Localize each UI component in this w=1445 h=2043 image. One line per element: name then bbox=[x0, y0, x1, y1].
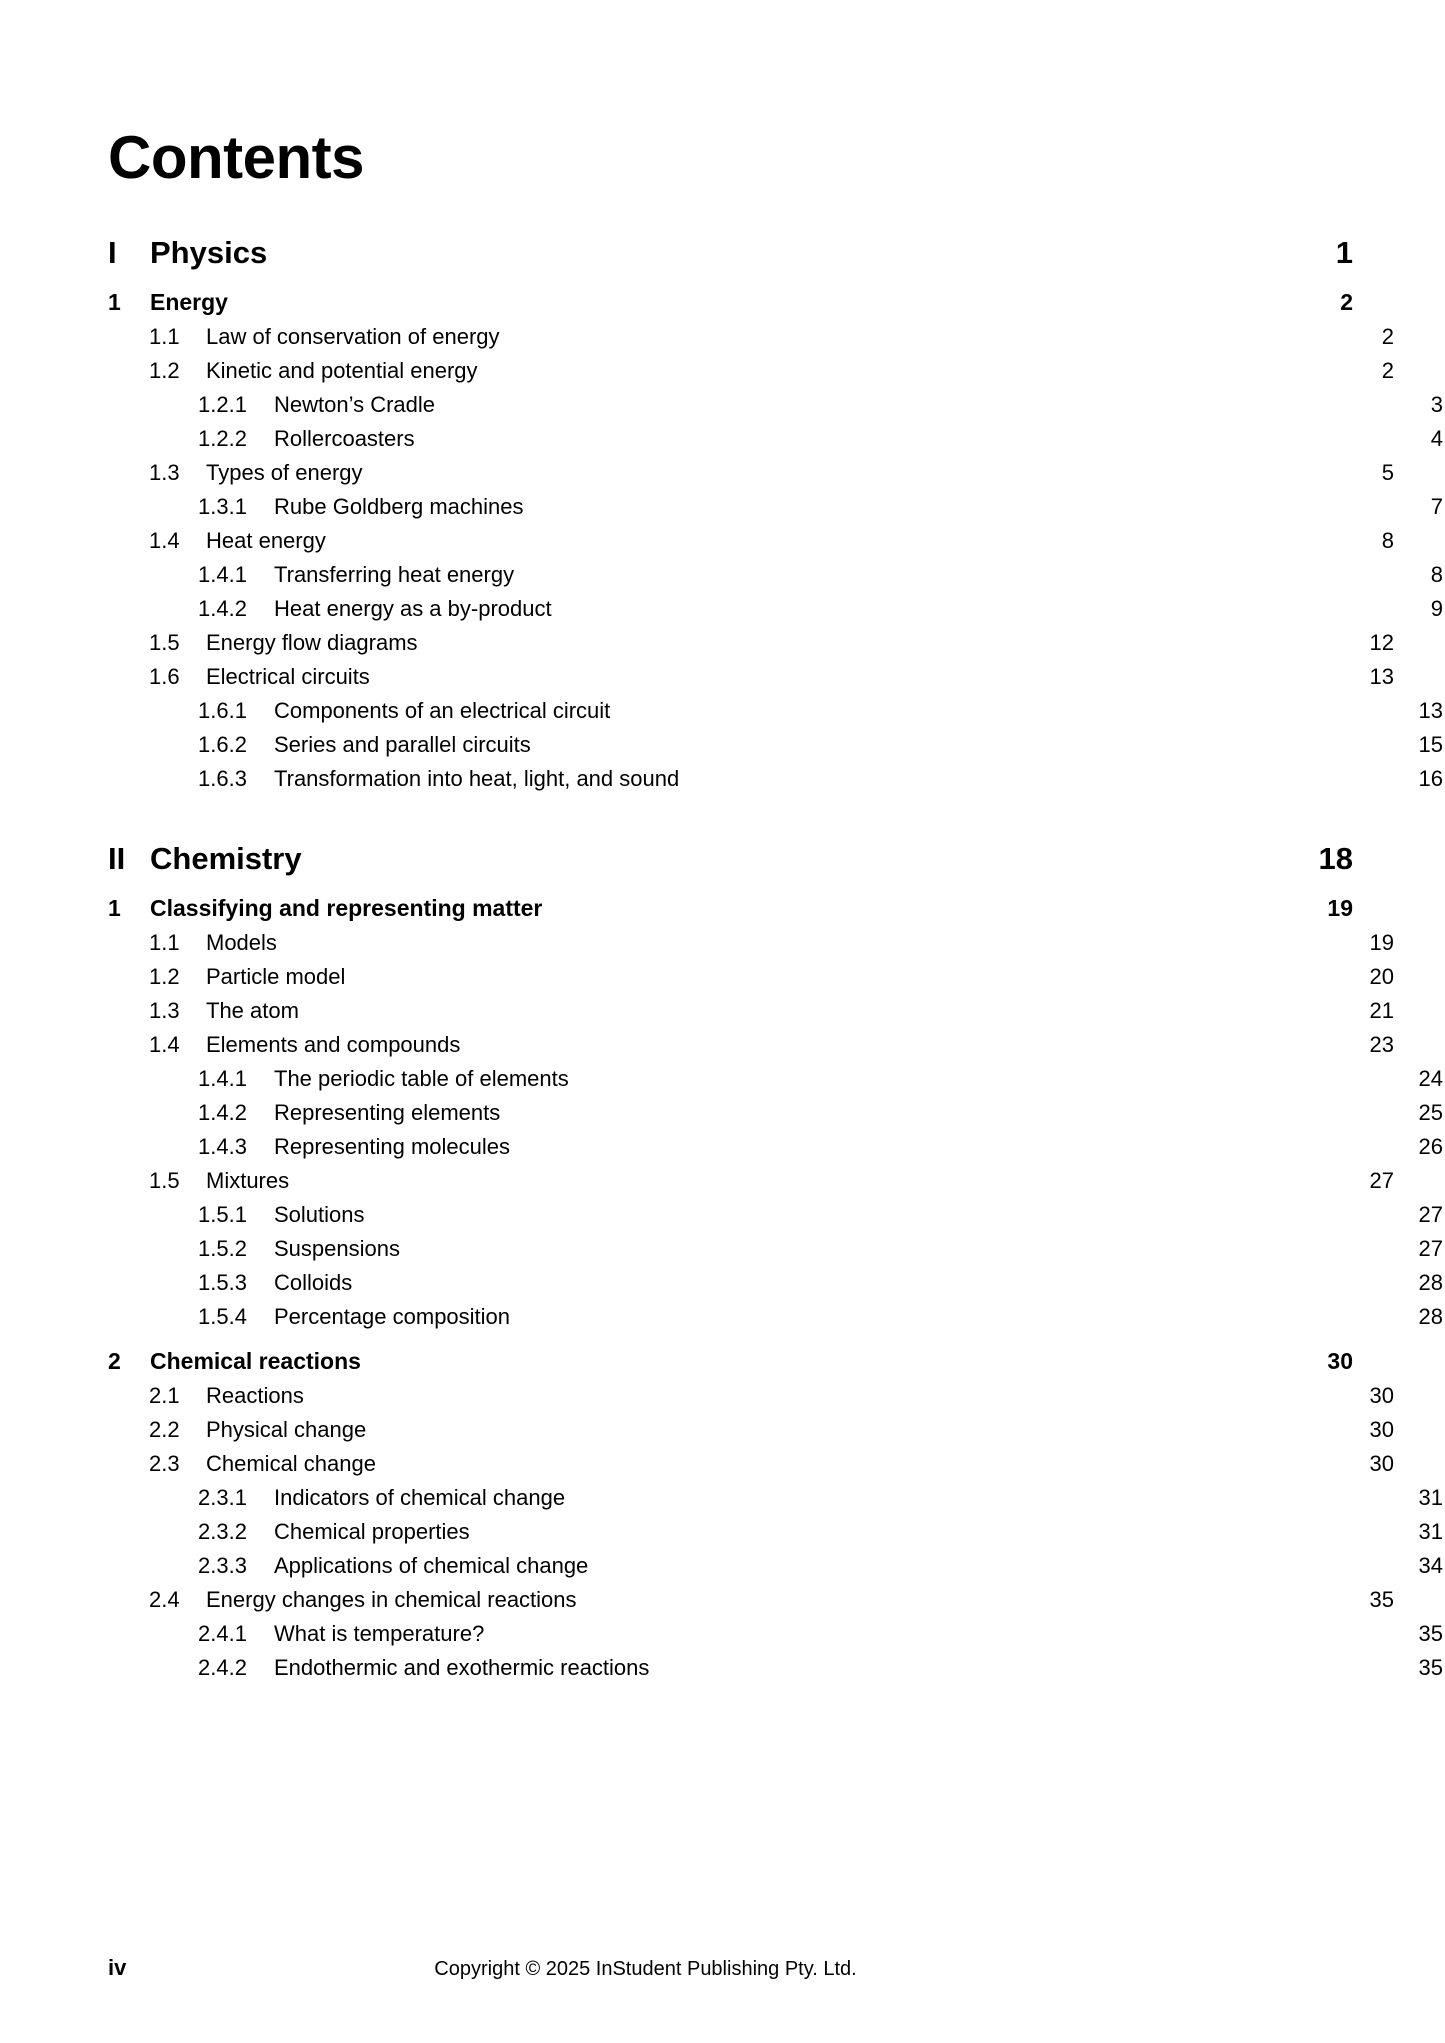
toc-entry-subsection[interactable] bbox=[108, 1098, 1443, 1126]
toc-leader-dots bbox=[430, 628, 1340, 650]
toc-entry-page-number: 13 bbox=[1369, 664, 1394, 689]
toc-leader-dots bbox=[577, 1483, 1389, 1505]
toc-entry-number: 1.6.3 bbox=[198, 766, 247, 791]
toc-entry-label: Newton’s Cradle bbox=[274, 392, 436, 417]
toc-entry-label: Rollercoasters bbox=[274, 426, 415, 451]
toc-entry-page-number: 2 bbox=[1340, 289, 1353, 315]
toc-leader-dots bbox=[388, 1449, 1340, 1471]
toc-entry-label: Chemistry bbox=[150, 841, 302, 876]
toc-entry-subsection[interactable] bbox=[108, 1551, 1443, 1579]
toc-entry-label: Chemical reactions bbox=[150, 1348, 361, 1374]
toc-entry-label: Percentage composition bbox=[274, 1304, 511, 1329]
toc-entry-number: 1.6.1 bbox=[198, 698, 247, 723]
toc-entry-page-number: 9 bbox=[1430, 596, 1443, 621]
toc-entry-page-number: 8 bbox=[1381, 528, 1394, 553]
toc-leader-dots bbox=[382, 662, 1340, 684]
toc-entry-number: 1.4.1 bbox=[198, 1066, 247, 1091]
toc-entry-section[interactable] bbox=[108, 628, 1394, 656]
toc-entry-label: Classifying and representing matter bbox=[150, 895, 543, 921]
toc-entry-label: Kinetic and potential energy bbox=[206, 358, 478, 383]
toc-entry-subsection[interactable] bbox=[108, 764, 1443, 792]
toc-entry-subsection[interactable] bbox=[108, 424, 1443, 452]
toc-entry-number: 1 bbox=[108, 289, 121, 315]
toc-leader-dots bbox=[472, 1030, 1340, 1052]
toc-entry-label: The periodic table of elements bbox=[274, 1066, 569, 1091]
toc-entry-page-number: 31 bbox=[1418, 1485, 1443, 1510]
toc-entry-page-number: 30 bbox=[1327, 1348, 1353, 1374]
toc-entry-label: Endothermic and exothermic reactions bbox=[274, 1655, 650, 1680]
toc-entry-page-number: 19 bbox=[1369, 930, 1394, 955]
toc-entry-page-number: 12 bbox=[1369, 630, 1394, 655]
toc-entry-label: Particle model bbox=[206, 964, 346, 989]
toc-entry-subsection[interactable] bbox=[108, 1653, 1443, 1681]
toc-entry-label: Types of energy bbox=[206, 460, 363, 485]
toc-entry-number: 2.3.1 bbox=[198, 1485, 247, 1510]
toc-entry-subsection[interactable] bbox=[108, 730, 1443, 758]
toc-entry-page-number: 35 bbox=[1418, 1621, 1443, 1646]
toc-leader-dots bbox=[375, 458, 1340, 480]
toc-entry-number: 1.3 bbox=[149, 998, 180, 1023]
toc-entry-page-number: 7 bbox=[1430, 494, 1443, 519]
toc-entry-number: 1.4.1 bbox=[198, 562, 247, 587]
toc-leader-dots bbox=[338, 526, 1340, 548]
toc-entry-page-number: 27 bbox=[1369, 1168, 1394, 1193]
toc-entry-number: 1.5 bbox=[149, 1168, 180, 1193]
toc-entry-number: 1.5.4 bbox=[198, 1304, 247, 1329]
toc-entry-section[interactable] bbox=[108, 962, 1394, 990]
toc-entry-chapter[interactable] bbox=[108, 287, 1353, 316]
toc-entry-label: Colloids bbox=[274, 1270, 353, 1295]
toc-entry-subsection[interactable] bbox=[108, 390, 1443, 418]
toc-entry-number: 1.2 bbox=[149, 358, 180, 383]
toc-entry-subsection[interactable] bbox=[108, 560, 1443, 588]
toc-entry-section[interactable] bbox=[108, 928, 1394, 956]
toc-entry-number: 1.2.1 bbox=[198, 392, 247, 417]
toc-entry-number: 2.3 bbox=[149, 1451, 180, 1476]
toc-entry-section[interactable] bbox=[108, 1585, 1394, 1613]
toc-entry-number: 2 bbox=[108, 1348, 121, 1374]
toc-leader-dots bbox=[522, 1132, 1389, 1154]
toc-entry-page-number: 16 bbox=[1418, 766, 1443, 791]
toc-entry-label: Heat energy bbox=[206, 528, 326, 553]
toc-entry-number: 1.2 bbox=[149, 964, 180, 989]
toc-entry-page-number: 30 bbox=[1369, 1417, 1394, 1442]
toc-entry-page-number: 3 bbox=[1430, 392, 1443, 417]
toc-entry-label: Reactions bbox=[206, 1383, 304, 1408]
page-footer bbox=[108, 1951, 1353, 1981]
toc-entry-page-number: 34 bbox=[1418, 1553, 1443, 1578]
toc-entry-page-number: 27 bbox=[1418, 1236, 1443, 1261]
footer-copyright: Copyright © 2025 InStudent Publishing Pty. Ltd. bbox=[434, 1958, 857, 1980]
toc-entry-section[interactable] bbox=[108, 1030, 1394, 1058]
toc-entry-subsection[interactable] bbox=[108, 1132, 1443, 1160]
toc-entry-number: I bbox=[108, 235, 117, 270]
toc-entry-section[interactable] bbox=[108, 526, 1394, 554]
toc-entry-number: 2.1 bbox=[149, 1383, 180, 1408]
toc-entry-label: Rube Goldberg machines bbox=[274, 494, 524, 519]
toc-entry-number: 1 bbox=[108, 895, 121, 921]
toc-entry-number: 1.4 bbox=[149, 528, 180, 553]
toc-entry-label: Suspensions bbox=[274, 1236, 400, 1261]
toc-entry-label: Heat energy as a by-product bbox=[274, 596, 552, 621]
page-title: Contents bbox=[108, 124, 364, 191]
toc-entry-page-number: 25 bbox=[1418, 1100, 1443, 1125]
toc-leader-dots bbox=[526, 560, 1389, 582]
toc-entry-label: The atom bbox=[206, 998, 299, 1023]
toc-entry-page-number: 23 bbox=[1369, 1032, 1394, 1057]
toc-leader-dots bbox=[535, 492, 1389, 514]
toc-entry-page-number: 21 bbox=[1369, 998, 1394, 1023]
toc-entry-number: 1.5 bbox=[149, 630, 180, 655]
toc-entry-label: Chemical properties bbox=[274, 1519, 470, 1544]
toc-entry-page-number: 19 bbox=[1327, 895, 1353, 921]
toc-leader-dots bbox=[661, 1653, 1389, 1675]
toc-entry-page-number: 2 bbox=[1381, 324, 1394, 349]
toc-entry-page-number: 27 bbox=[1418, 1202, 1443, 1227]
toc-leader-dots bbox=[378, 1415, 1340, 1437]
toc-leader-dots bbox=[691, 764, 1389, 786]
toc-entry-page-number: 5 bbox=[1381, 460, 1394, 485]
footer-page-number: iv bbox=[108, 1955, 127, 1980]
toc-leader-dots bbox=[357, 962, 1340, 984]
toc-entry-page-number: 13 bbox=[1418, 698, 1443, 723]
toc-entry-label: Solutions bbox=[274, 1202, 365, 1227]
toc-leader-dots bbox=[289, 928, 1340, 950]
toc-entry-number: 1.4.2 bbox=[198, 596, 247, 621]
toc-entry-label: Energy changes in chemical reactions bbox=[206, 1587, 577, 1612]
toc-entry-label: Components of an electrical circuit bbox=[274, 698, 611, 723]
toc-entry-section[interactable] bbox=[108, 322, 1394, 350]
toc-entry-page-number: 35 bbox=[1369, 1587, 1394, 1612]
toc-leader-dots bbox=[600, 1551, 1389, 1573]
toc-entry-number: 1.4.3 bbox=[198, 1134, 247, 1159]
toc-entry-section[interactable] bbox=[108, 1449, 1394, 1477]
toc-leader-dots bbox=[301, 1166, 1340, 1188]
toc-entry-subsection[interactable] bbox=[108, 1268, 1443, 1296]
toc-leader-dots bbox=[512, 1098, 1389, 1120]
toc-entry-number: 2.4.2 bbox=[198, 1655, 247, 1680]
toc-entry-number: 1.4.2 bbox=[198, 1100, 247, 1125]
toc-entry-number: 1.2.2 bbox=[198, 426, 247, 451]
toc-entry-number: 1.5.3 bbox=[198, 1270, 247, 1295]
toc-entry-subsection[interactable] bbox=[108, 1200, 1443, 1228]
toc-leader-dots bbox=[496, 1619, 1389, 1641]
toc-leader-dots bbox=[581, 1064, 1389, 1086]
toc-leader-dots bbox=[412, 1234, 1389, 1256]
toc-entry-subsection[interactable] bbox=[108, 1483, 1443, 1511]
toc-entry-page-number: 15 bbox=[1418, 732, 1443, 757]
toc-entry-label: Energy flow diagrams bbox=[206, 630, 418, 655]
toc-content-area bbox=[108, 0, 1443, 1681]
toc-entry-page-number: 1 bbox=[1335, 235, 1353, 270]
toc-entry-page-number: 2 bbox=[1381, 358, 1394, 383]
toc-entry-page-number: 24 bbox=[1418, 1066, 1443, 1091]
toc-entry-label: Representing molecules bbox=[274, 1134, 511, 1159]
toc-entry-number: 1.3 bbox=[149, 460, 180, 485]
toc-entry-number: 1.1 bbox=[149, 930, 180, 955]
toc-entry-number: 1.6 bbox=[149, 664, 180, 689]
toc-entry-section[interactable] bbox=[108, 662, 1394, 690]
toc-entry-subsection[interactable] bbox=[108, 1302, 1443, 1330]
toc-leader-dots bbox=[427, 424, 1389, 446]
toc-entry-number: 2.2 bbox=[149, 1417, 180, 1442]
toc-leader-dots bbox=[364, 1268, 1389, 1290]
toc-entry-label: Physical change bbox=[206, 1417, 367, 1442]
toc-entry-chapter[interactable] bbox=[108, 1346, 1353, 1375]
toc-entry-page-number: 35 bbox=[1418, 1655, 1443, 1680]
toc-entry-label: Transferring heat energy bbox=[274, 562, 515, 587]
toc-entry-subsection[interactable] bbox=[108, 594, 1443, 622]
toc-entry-label: Energy bbox=[150, 289, 228, 315]
toc-entry-label: Law of conservation of energy bbox=[206, 324, 500, 349]
toc-entry-subsection[interactable] bbox=[108, 492, 1443, 520]
toc-entry-section[interactable] bbox=[108, 1166, 1394, 1194]
toc-leader-dots bbox=[522, 1302, 1389, 1324]
toc-entry-section[interactable] bbox=[108, 996, 1394, 1024]
toc-entry-label: Transformation into heat, light, and sound bbox=[274, 766, 680, 791]
toc-entry-section[interactable] bbox=[108, 356, 1394, 384]
toc-leader-dots bbox=[316, 1381, 1340, 1403]
toc-entry-number: 1.5.2 bbox=[198, 1236, 247, 1261]
toc-entry-page-number: 20 bbox=[1369, 964, 1394, 989]
toc-entry-label: Representing elements bbox=[274, 1100, 501, 1125]
toc-leader-dots bbox=[311, 996, 1340, 1018]
toc-entry-page-number: 28 bbox=[1418, 1270, 1443, 1295]
toc-entry-number: 1.5.1 bbox=[198, 1202, 247, 1227]
toc-entry-number: 1.3.1 bbox=[198, 494, 247, 519]
toc-entry-page-number: 18 bbox=[1318, 841, 1353, 876]
toc-entry-page-number: 8 bbox=[1430, 562, 1443, 587]
toc-entry-label: Applications of chemical change bbox=[274, 1553, 589, 1578]
toc-entry-page-number: 26 bbox=[1418, 1134, 1443, 1159]
toc-entry-subsection[interactable] bbox=[108, 696, 1443, 724]
toc-entry-page-number: 30 bbox=[1369, 1383, 1394, 1408]
toc-entry-part[interactable] bbox=[108, 838, 1353, 877]
toc-leader-dots bbox=[512, 322, 1340, 344]
toc-entry-label: Elements and compounds bbox=[206, 1032, 461, 1057]
toc-entry-page-number: 4 bbox=[1430, 426, 1443, 451]
toc-entry-label: Models bbox=[206, 930, 277, 955]
toc-entry-label: Physics bbox=[150, 235, 268, 270]
toc-entry-label: Indicators of chemical change bbox=[274, 1485, 566, 1510]
toc-entry-subsection[interactable] bbox=[108, 1517, 1443, 1545]
toc-entry-page-number: 31 bbox=[1418, 1519, 1443, 1544]
toc-leader-dots bbox=[490, 356, 1340, 378]
toc-entry-section[interactable] bbox=[108, 1381, 1394, 1409]
toc-entry-page-number: 28 bbox=[1418, 1304, 1443, 1329]
toc-entry-number: 1.4 bbox=[149, 1032, 180, 1057]
toc-entry-number: 1.6.2 bbox=[198, 732, 247, 757]
toc-entry-number: 2.3.2 bbox=[198, 1519, 247, 1544]
toc-entry-part[interactable] bbox=[108, 232, 1353, 271]
toc-entry-page-number: 30 bbox=[1369, 1451, 1394, 1476]
toc-entry-label: Mixtures bbox=[206, 1168, 290, 1193]
toc-entry-number: 2.4 bbox=[149, 1587, 180, 1612]
toc-leader-dots bbox=[589, 1585, 1340, 1607]
toc-entry-number: II bbox=[108, 841, 126, 876]
toc-entry-number: 2.3.3 bbox=[198, 1553, 247, 1578]
toc-entry-number: 1.1 bbox=[149, 324, 180, 349]
table-of-contents-list bbox=[108, 232, 1443, 1681]
toc-entry-subsection[interactable] bbox=[108, 1234, 1443, 1262]
toc-entry-subsection[interactable] bbox=[108, 1064, 1443, 1092]
toc-entry-section[interactable] bbox=[108, 1415, 1394, 1443]
toc-leader-dots bbox=[543, 730, 1389, 752]
toc-entry-label: Chemical change bbox=[206, 1451, 376, 1476]
toc-leader-dots bbox=[622, 696, 1389, 718]
toc-leader-dots bbox=[377, 1200, 1389, 1222]
toc-leader-dots bbox=[482, 1517, 1389, 1539]
toc-leader-dots bbox=[447, 390, 1389, 412]
toc-entry-label: Electrical circuits bbox=[206, 664, 370, 689]
toc-entry-label: What is temperature? bbox=[274, 1621, 485, 1646]
toc-entry-subsection[interactable] bbox=[108, 1619, 1443, 1647]
toc-entry-section[interactable] bbox=[108, 458, 1394, 486]
toc-entry-number: 2.4.1 bbox=[198, 1621, 247, 1646]
toc-entry-label: Series and parallel circuits bbox=[274, 732, 531, 757]
toc-entry-chapter[interactable] bbox=[108, 893, 1353, 922]
toc-leader-dots bbox=[564, 594, 1389, 616]
